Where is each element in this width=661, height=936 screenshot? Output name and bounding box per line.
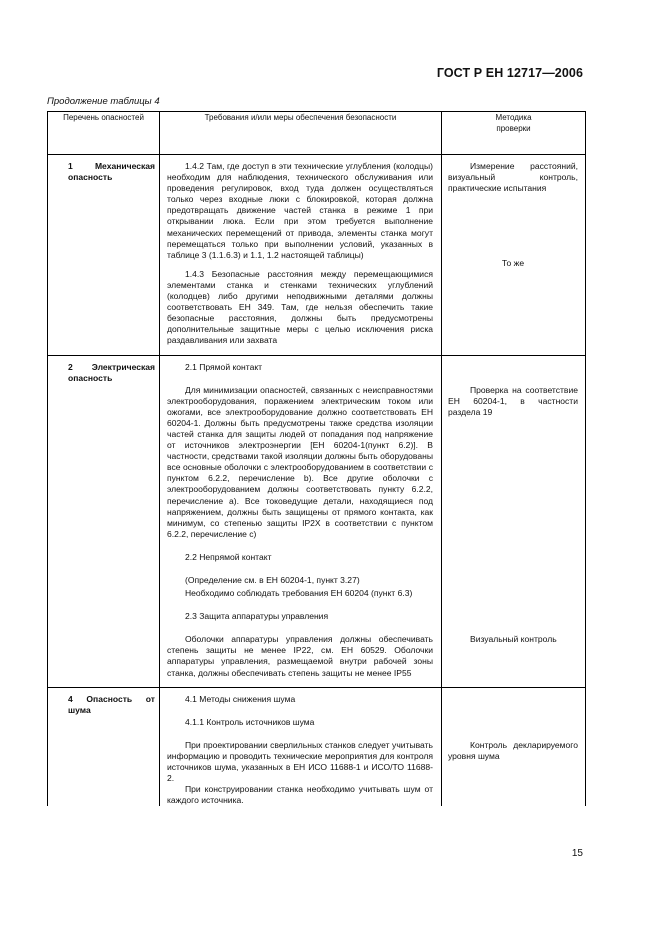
- requirement-subheading: 4.1.1 Контроль источников шума: [185, 716, 315, 727]
- table-row: [48, 155, 586, 356]
- method-cell: [442, 155, 586, 356]
- method-text: То же: [501, 258, 525, 269]
- requirement-paragraph: Оболочки аппаратуры управления должны обеспечивать степень защиты не менее IP22, см. ЕН 60529. Оболочки аппаратуры управления, размещаемой внутри рабочей зоны станка, должны обеспечивать степень защиты не менее IP55: [167, 634, 433, 678]
- requirements-cell: [160, 155, 442, 356]
- hazard-cell: 2 Электрическая опасность: [48, 355, 160, 687]
- method-text: Контроль декларируемого уровня шума: [448, 739, 578, 761]
- table-caption: Продолжение таблицы 4: [47, 96, 160, 107]
- requirement-paragraph: 1.4.2 Там, где доступ в эти технические углубления (колодцы) необходим для наблюдения, технического обслуживания или проведения регулировок, вход туда должен осуществляться только через входные люки с блокировкой, которая должна предотвращать движение частей станка в режиме 1 при открывании люка. Если при этом требуется выполнение механических перемещений от привода, элементы станка могут перемещаться только при выполнении условий, указанных в таблице 3 (1.1.6.3) и 1.1, 1.2 настоящей таблицы): [167, 161, 433, 260]
- requirement-paragraph: (Определение см. в ЕН 60204-1, пункт 3.27): [185, 575, 360, 585]
- column-header-hazards: Перечень опасностей: [48, 112, 160, 155]
- method-cell: [442, 687, 586, 806]
- document-header: ГОСТ Р ЕН 12717—2006: [436, 66, 583, 80]
- requirement-paragraph: Необходимо соблюдать требования ЕН 60204 (пункт 6.3): [185, 588, 413, 599]
- column-header-method: Методика проверки: [442, 112, 586, 155]
- page-number: 15: [571, 848, 583, 859]
- requirements-cell: [160, 687, 442, 806]
- requirement-subheading: 2.1 Прямой контакт: [185, 361, 263, 372]
- column-header-requirements: Требования и/или меры обеспечения безопасности: [160, 112, 442, 155]
- requirement-subheading: 2.3 Защита аппаратуры управления: [185, 611, 329, 622]
- requirement-paragraph: При проектировании сверлильных станков следует учитывать информацию и проводить технические мероприятия для контроля источников шума, указанных в ЕН ИСО 11688-1 и ИСО/ТО 11688-2.: [167, 739, 433, 784]
- method-cell: [442, 355, 586, 687]
- requirement-subheading: 2.2 Непрямой контакт: [185, 551, 272, 562]
- requirement-paragraph: При конструировании станка необходимо учитывать шум от каждого источника.: [167, 784, 433, 806]
- method-text: Визуальный контроль: [470, 633, 557, 644]
- hazards-table: [47, 111, 586, 806]
- hazard-cell: 1 Механическая опасность: [48, 155, 160, 356]
- requirement-paragraph: 1.4.3 Безопасные расстояния между перемещающимися элементами станка и стенками технических углублений (колодцев) либо другими неподвижными деталями должны соответствовать ЕН 349. Там, где нельзя обеспечить такие безопасные расстояния, должны быть предусмотрены дополнительные защитные меры с целью исключения риска раздавливания или захвата: [167, 268, 433, 346]
- table-row: [48, 355, 586, 687]
- requirements-cell: [160, 355, 442, 687]
- requirement-subheading: 4.1 Методы снижения шума: [185, 693, 296, 704]
- table-row: [48, 687, 586, 806]
- hazard-cell: 4 Опасность от шума: [48, 687, 160, 806]
- method-text: Измерение расстояний, визуальный контроль, практические испытания: [448, 161, 578, 194]
- requirement-paragraph: Для минимизации опасностей, связанных с неисправностями электрооборудования, поражением электрическим током или ожогами, все электрооборудование должно соответствовать ЕН 60204-1. Должны быть предусмотрены также средства изоляции частей станка для защиты людей от попадания под напряжение от источников электроэнергии [ЕН 60204-1(пункт 6.2)]. В частности, средствами такой изоляции должны быть оборудованы все основные оболочки с электрооборудованием в соответствии с пунктом 6.2.2, перечисление b). Все другие оболочки с электрооборудованием должны соответствовать пункту 6.2.2, перечисление а). Все токоведущие детали, находящиеся под напряжением, должны быть защищены от прямого контакта, как минимум, со степенью защиты IP2X в соответствии с пунктом 6.2.2, перечисление с): [167, 384, 433, 539]
- method-text: Проверка на соответствие ЕН 60204-1, в частности раздела 19: [448, 384, 578, 417]
